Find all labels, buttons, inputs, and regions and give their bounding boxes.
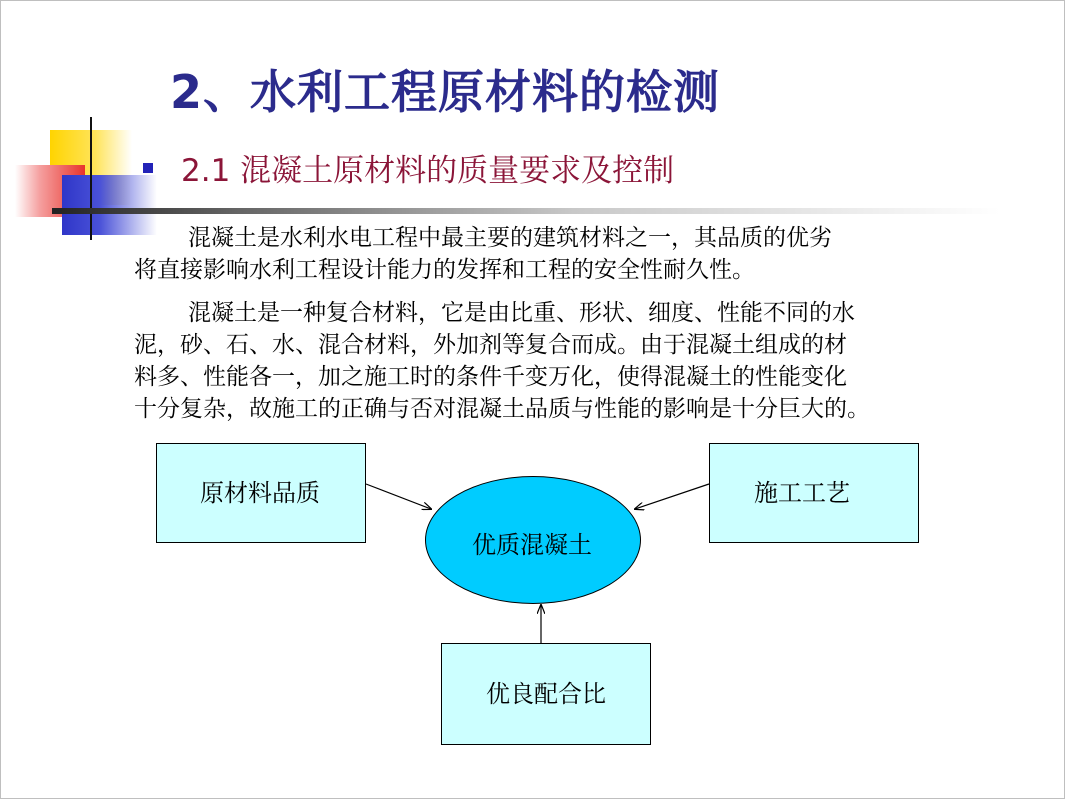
raw-material-quality-label: 原材料品质: [200, 479, 320, 507]
paragraph-line: 泥，砂、石、水、混合材料，外加剂等复合而成。由于混凝土组成的材: [134, 332, 847, 358]
paragraph-line: 料多、性能各一，加之施工时的条件千变万化，使得混凝土的性能变化: [134, 364, 847, 390]
paragraph-line: 混凝土是一种复合材料，它是由比重、形状、细度、性能不同的水: [188, 300, 855, 326]
paragraph-line: 将直接影响水利工程设计能力的发挥和工程的安全性耐久性。: [134, 257, 755, 283]
paragraph-line: 混凝土是水利水电工程中最主要的建筑材料之一，其品质的优劣: [188, 225, 832, 251]
construction-process-box: [709, 443, 919, 543]
raw-material-quality-box: [156, 443, 366, 543]
slide-subtitle: 2.1 混凝土原材料的质量要求及控制: [181, 153, 675, 189]
paragraph-line: 十分复杂，故施工的正确与否对混凝土品质与性能的影响是十分巨大的。: [134, 396, 870, 422]
quality-concrete-ellipse: [425, 476, 641, 604]
construction-process-label: 施工工艺: [754, 479, 850, 507]
slide-title: 2、水利工程原材料的检测: [170, 65, 721, 119]
quality-concrete-label: 优质混凝土: [472, 531, 592, 559]
arrow-construct-to-center: [635, 484, 709, 509]
arrow-raw-to-center: [366, 484, 431, 509]
mix-proportion-label: 优良配合比: [486, 680, 606, 708]
mix-proportion-box: [441, 643, 651, 745]
